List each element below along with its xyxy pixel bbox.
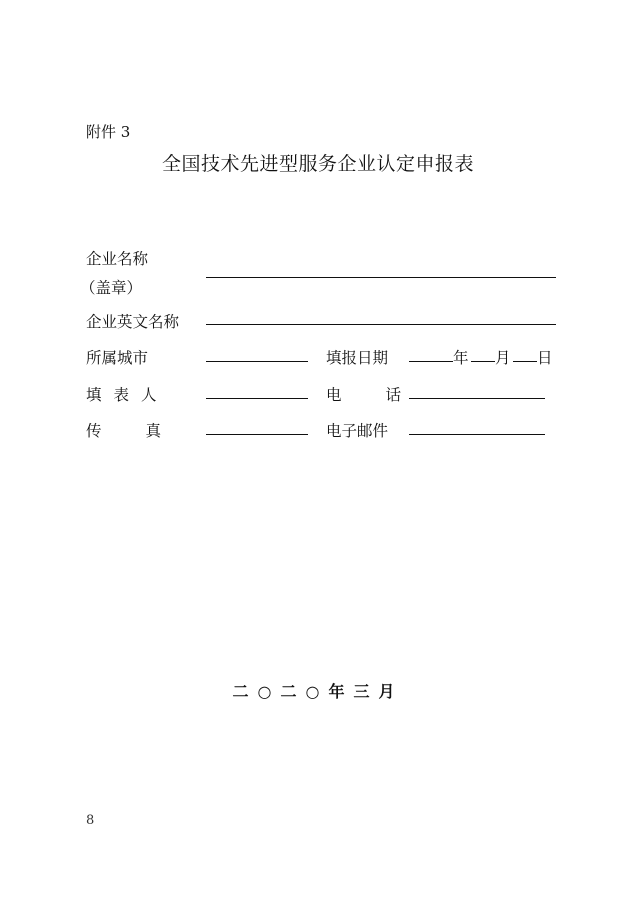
phone-field[interactable] bbox=[409, 398, 545, 399]
company-english-name-field[interactable] bbox=[206, 324, 556, 325]
company-name-field[interactable] bbox=[206, 277, 556, 278]
email-label: 电子邮件 bbox=[326, 422, 389, 440]
fax-label: 传真 bbox=[86, 422, 206, 440]
filler-label: 填表人 bbox=[86, 386, 169, 404]
phone-label: 电话 bbox=[326, 386, 446, 404]
month-label: 月 bbox=[495, 349, 511, 367]
seal-label: （盖章） bbox=[80, 279, 143, 297]
company-english-name-label: 企业英文名称 bbox=[86, 313, 180, 331]
year-label: 年 bbox=[453, 349, 469, 367]
fax-field[interactable] bbox=[206, 434, 308, 435]
company-name-label: 企业名称 bbox=[86, 250, 149, 268]
day-field[interactable] bbox=[513, 361, 537, 362]
page-number: 8 bbox=[86, 813, 95, 828]
email-field[interactable] bbox=[409, 434, 545, 435]
page-title: 全国技术先进型服务企业认定申报表 bbox=[161, 153, 474, 175]
city-field[interactable] bbox=[206, 361, 308, 362]
document-date: 二○二○年三月 bbox=[232, 682, 404, 701]
attachment-label: 附件 3 bbox=[86, 123, 131, 141]
city-label: 所属城市 bbox=[86, 349, 149, 367]
filler-field[interactable] bbox=[206, 398, 308, 399]
month-field[interactable] bbox=[471, 361, 495, 362]
fill-date-label: 填报日期 bbox=[326, 349, 389, 367]
day-label: 日 bbox=[537, 349, 553, 367]
year-field[interactable] bbox=[409, 361, 453, 362]
